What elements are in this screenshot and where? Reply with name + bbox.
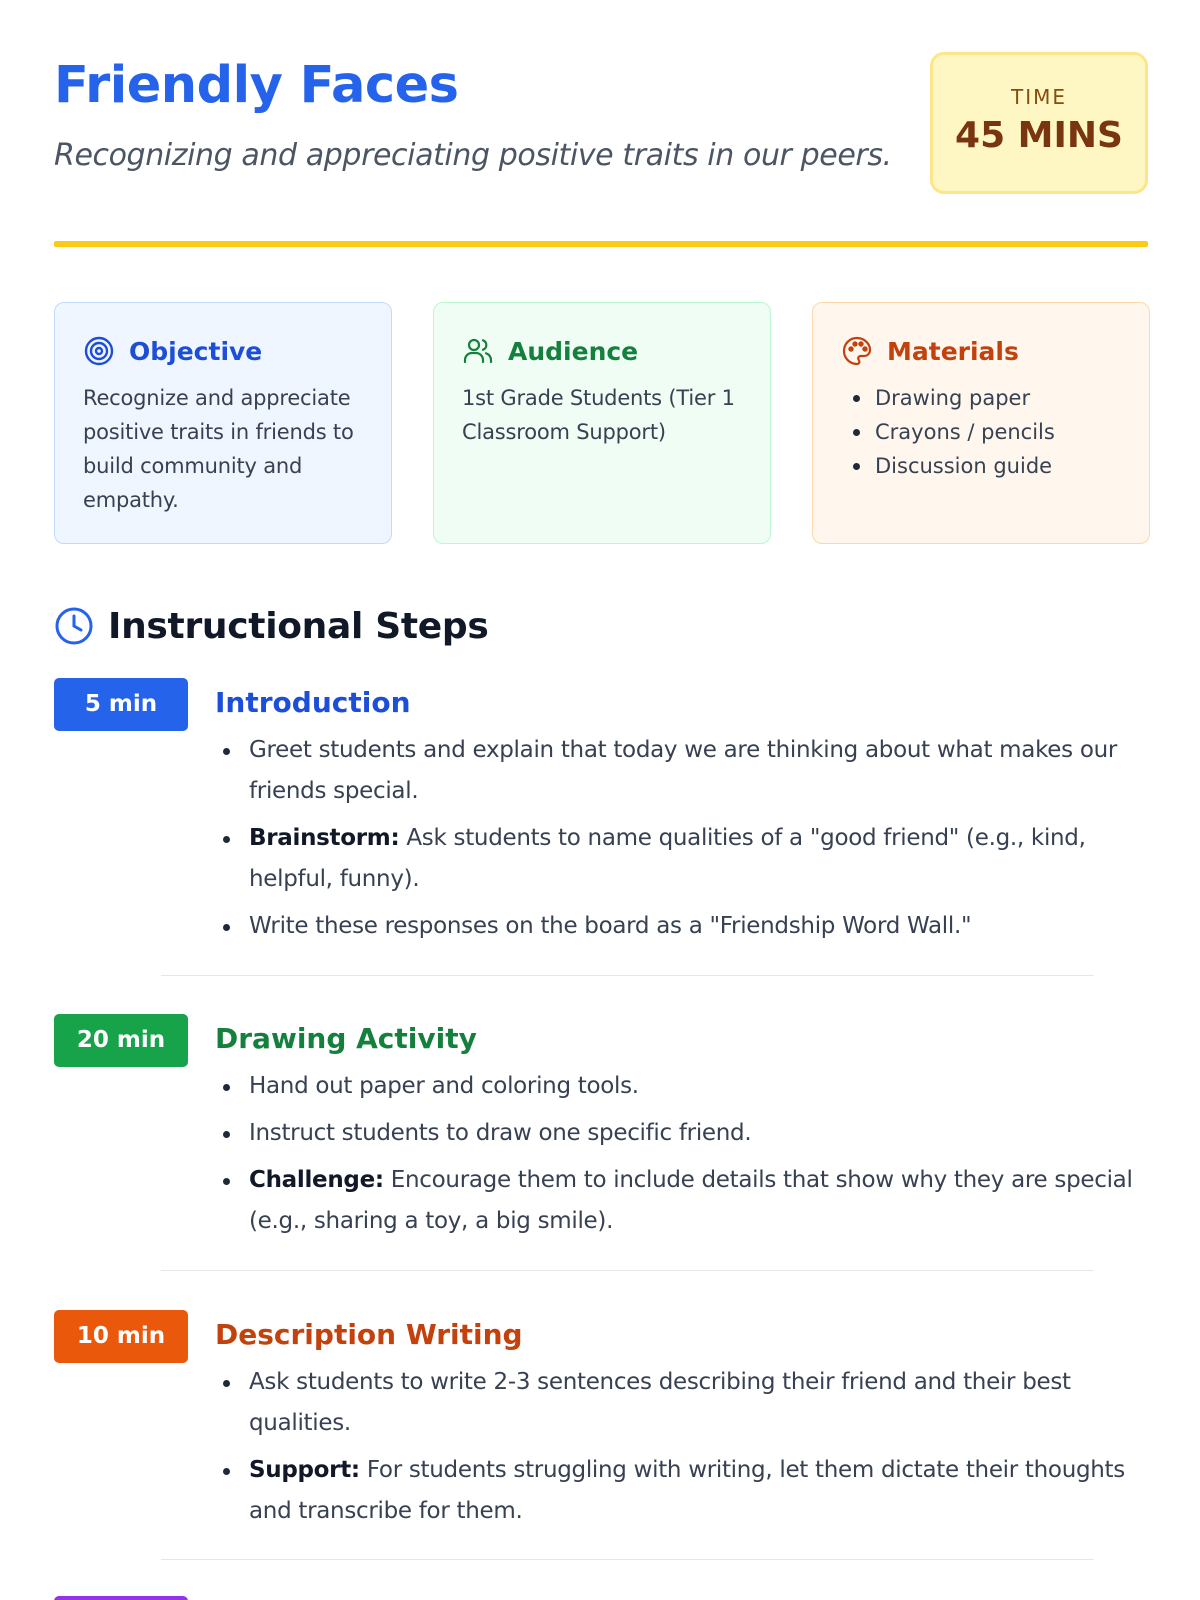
clock-icon [54,606,94,646]
step-body [215,678,1148,953]
time-value: 45 MINS [955,115,1123,156]
step-body [215,1014,1148,1248]
objective-text: Recognize and appreciate positive traits in friends to build community and empathy. [83,386,354,512]
step-bullet [215,730,1148,812]
materials-item: Discussion guide [841,449,1127,483]
materials-list [841,381,1127,483]
audience-text: 1st Grade Students (Tier 1 Classroom Support) [462,386,735,444]
step-separator [161,1270,1094,1271]
step-bullet [215,1066,1148,1107]
materials-card-header [841,331,1127,371]
audience-title: Audience [508,336,639,366]
duration-badge: 10 min [54,1310,188,1363]
instructional-steps-heading [54,600,489,652]
step-body [215,1310,1148,1538]
bullet-text: Instruct students to draw one specific friend. [249,1120,752,1146]
next-step-badge-partial [54,1596,188,1600]
step-title: Introduction [215,686,411,719]
bullet-bold: Support: [249,1457,360,1483]
palette-icon [841,335,873,367]
step-bullet [215,1362,1148,1444]
duration-badge: 5 min [54,678,188,731]
target-icon [83,335,115,367]
materials-card [812,302,1150,544]
step-separator [161,975,1094,976]
header-divider [54,241,1148,247]
materials-item: Drawing paper [841,381,1127,415]
step-bullet [215,1113,1148,1154]
bullet-text: Encourage them to include details that show why they are special (e.g., sharing a toy, a big smile). [249,1167,1133,1234]
step-separator [161,1559,1094,1560]
page-subtitle: Recognizing and appreciating positive traits in our peers. [54,138,892,173]
bullet-text: For students struggling with writing, let them dictate their thoughts and transcribe for them. [249,1457,1125,1524]
step-bullet [215,1450,1148,1532]
bullet-bold: Challenge: [249,1167,384,1193]
step-title: Description Writing [215,1318,523,1351]
header [54,52,1148,202]
users-icon [462,335,494,367]
time-box [930,52,1148,194]
step-bullets [215,730,1148,947]
bullet-text: Hand out paper and coloring tools. [249,1073,639,1099]
objective-card-header [83,331,369,371]
step-bullet [215,1160,1148,1242]
step-bullets [215,1066,1148,1242]
duration-badge: 20 min [54,1014,188,1067]
materials-item: Crayons / pencils [841,415,1127,449]
time-label: TIME [1010,85,1067,109]
materials-title: Materials [887,336,1019,366]
step-title: Drawing Activity [215,1022,477,1055]
step-bullets [215,1362,1148,1532]
bullet-text: Ask students to name qualities of a "good friend" (e.g., kind, helpful, funny). [249,825,1086,892]
page-title: Friendly Faces [54,56,459,115]
audience-card [433,302,771,544]
audience-card-header [462,331,748,371]
bullet-text: Greet students and explain that today we are thinking about what makes our friends special. [249,737,1118,804]
objective-title: Objective [129,336,263,366]
bullet-text: Ask students to write 2-3 sentences describing their friend and their best qualities. [249,1369,1071,1436]
section-title: Instructional Steps [108,605,489,647]
step-bullet [215,906,1148,947]
bullet-bold: Brainstorm: [249,825,400,851]
bullet-text: Write these responses on the board as a "Friendship Word Wall." [249,913,972,939]
step-bullet [215,818,1148,900]
objective-card [54,302,392,544]
